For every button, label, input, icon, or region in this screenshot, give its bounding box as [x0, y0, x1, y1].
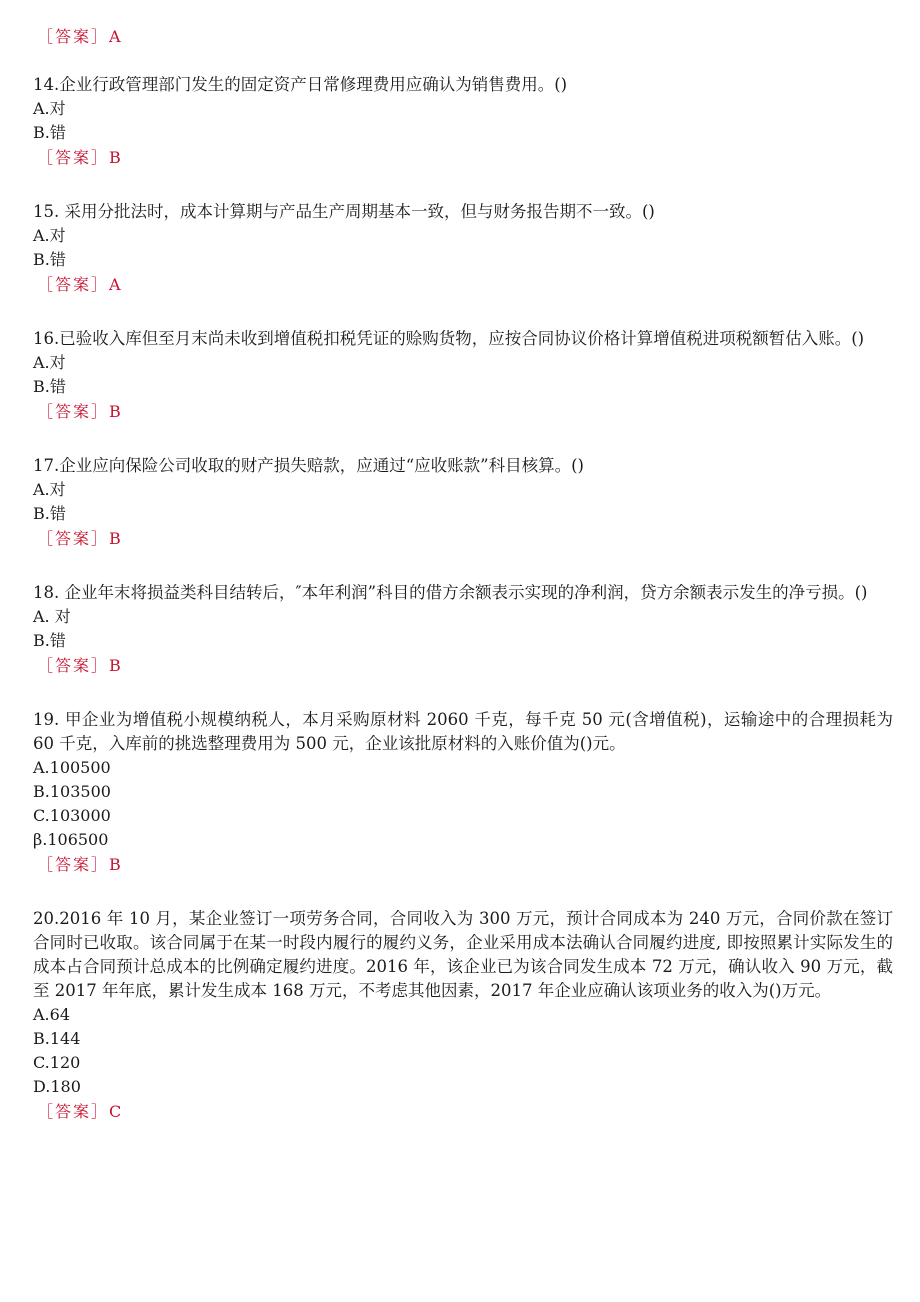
option-b: B.103500 [33, 782, 111, 801]
option-b: B.错 [33, 504, 66, 523]
option-c: C.103000 [33, 806, 111, 825]
question-text: 15. 采用分批法时，成本计算期与产品生产周期基本一致，但与财务报告期不一致。() [33, 202, 655, 221]
answer-label: ［答案］C [37, 1102, 124, 1121]
option-d: D.180 [33, 1077, 81, 1096]
option-b: B.错 [33, 123, 66, 142]
option-a: A.对 [33, 99, 66, 118]
question-text: 18. 企业年末将损益类科目结转后，″本年利润”科目的借方余额表示实现的净利润，贷方余额表示发生的净亏损。() [33, 583, 868, 602]
option-a: A. 对 [33, 607, 71, 626]
question-19 [33, 708, 893, 877]
question-text: 20.2016 年 10 月，某企业签订一项劳务合同，合同收入为 300 万元，预计合同成本为 240 万元，合同价款在签订合同时已收取。该合同属于在某一时段内履行的履约义务，企业采用成本法确认合同履约进度, 即按照累计实际发生的成本占合同预计总成本的比例确定履约进度。2016 年，该企业已为该合同发生成本 72 万元，确认收入 90 万元，截至 2017 年年底，累计发生成本 168 万元，不考虑其他因素，2017 年企业应确认该项业务的收入为()万元。 [33, 909, 893, 1000]
document-page [33, 24, 893, 1154]
option-b: B.错 [33, 250, 66, 269]
option-a: A.64 [33, 1005, 70, 1024]
question-20 [33, 907, 893, 1124]
option-a: A.对 [33, 480, 66, 499]
answer-label: ［答案］B [37, 656, 123, 675]
option-b: B.错 [33, 631, 66, 650]
option-a: A.对 [33, 226, 66, 245]
option-b: B.错 [33, 377, 66, 396]
answer-label: ［答案］A [37, 27, 123, 46]
answer-label: ［答案］B [37, 529, 123, 548]
question-18 [33, 581, 893, 678]
question-15 [33, 200, 893, 297]
question-14 [33, 73, 893, 170]
option-a: A.100500 [33, 758, 111, 777]
question-text: 16.已验收入库但至月末尚未收到增值税扣税凭证的赊购货物，应按合同协议价格计算增值税进项税额暂估入账。() [33, 329, 865, 348]
question-text: 19. 甲企业为增值税小规模纳税人，本月采购原材料 2060 千克，每千克 50 元(含增值税)，运输途中的合理损耗为 60 千克，入库前的挑选整理费用为 500 元，企业该批原材料的入账价值为()元。 [33, 710, 893, 753]
option-a: A.对 [33, 353, 66, 372]
option-d: β.106500 [33, 830, 109, 849]
answer-label: ［答案］B [37, 402, 123, 421]
question-16 [33, 327, 893, 424]
question-text: 17.企业应向保险公司收取的财产损失赔款，应通过“应收账款”科目核算。() [33, 456, 584, 475]
question-text: 14.企业行政管理部门发生的固定资产日常修理费用应确认为销售费用。() [33, 75, 568, 94]
answer-label: ［答案］A [37, 275, 123, 294]
option-c: C.120 [33, 1053, 81, 1072]
question-17 [33, 454, 893, 551]
answer-label: ［答案］B [37, 855, 123, 874]
option-b: B.144 [33, 1029, 81, 1048]
answer-label: ［答案］B [37, 148, 123, 167]
